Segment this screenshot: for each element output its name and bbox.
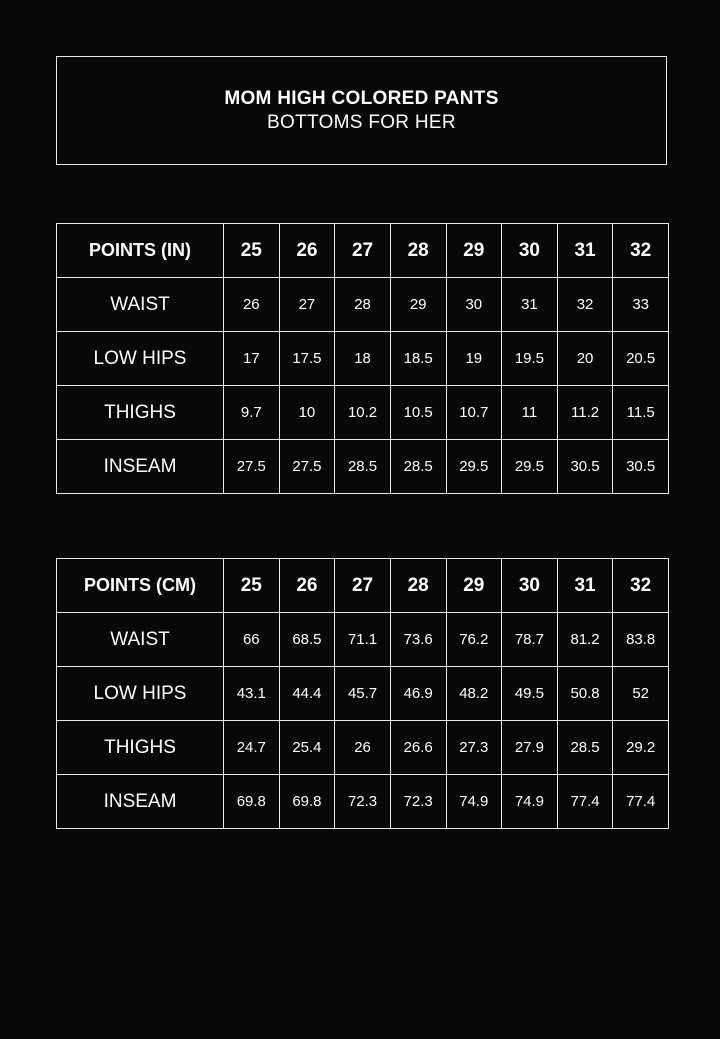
measurement-cell: 29.5 [502, 440, 558, 494]
measurement-cell: 50.8 [557, 667, 613, 721]
size-table-inches [56, 223, 669, 494]
size-header: 29 [446, 224, 502, 278]
measurement-cell: 27.5 [279, 440, 335, 494]
measurement-cell: 30.5 [613, 440, 669, 494]
measurement-cell: 17 [224, 332, 280, 386]
row-label: INSEAM [57, 775, 224, 829]
size-header: 27 [335, 559, 391, 613]
measurement-cell: 29.5 [446, 440, 502, 494]
measurement-cell: 31 [502, 278, 558, 332]
size-header: 31 [557, 559, 613, 613]
table-row [57, 613, 669, 667]
size-header: 25 [224, 224, 280, 278]
measurement-cell: 25.4 [279, 721, 335, 775]
measurement-cell: 29 [390, 278, 446, 332]
row-label: INSEAM [57, 440, 224, 494]
row-label: THIGHS [57, 386, 224, 440]
header-row [57, 559, 669, 613]
table-row [57, 386, 669, 440]
measurement-cell: 18.5 [390, 332, 446, 386]
measurement-cell: 72.3 [390, 775, 446, 829]
measurement-cell: 11.2 [557, 386, 613, 440]
measurement-cell: 29.2 [613, 721, 669, 775]
measurement-cell: 72.3 [335, 775, 391, 829]
measurement-cell: 78.7 [502, 613, 558, 667]
size-header: 26 [279, 559, 335, 613]
measurement-cell: 28.5 [557, 721, 613, 775]
page-subtitle: BOTTOMS FOR HER [267, 111, 456, 133]
measurement-cell: 10.7 [446, 386, 502, 440]
table-row [57, 775, 669, 829]
table-row [57, 278, 669, 332]
measurement-cell: 69.8 [224, 775, 280, 829]
measurement-cell: 19.5 [502, 332, 558, 386]
row-label: LOW HIPS [57, 332, 224, 386]
size-header: 28 [390, 224, 446, 278]
measurement-cell: 27.3 [446, 721, 502, 775]
measurement-cell: 10.5 [390, 386, 446, 440]
measurement-cell: 74.9 [502, 775, 558, 829]
measurement-cell: 11.5 [613, 386, 669, 440]
measurement-cell: 46.9 [390, 667, 446, 721]
measurement-cell: 11 [502, 386, 558, 440]
measurement-cell: 44.4 [279, 667, 335, 721]
points-header: POINTS (IN) [57, 224, 224, 278]
measurement-cell: 28 [335, 278, 391, 332]
measurement-cell: 66 [224, 613, 280, 667]
table-row [57, 721, 669, 775]
measurement-cell: 19 [446, 332, 502, 386]
header-row [57, 224, 669, 278]
row-label: WAIST [57, 278, 224, 332]
measurement-cell: 30 [446, 278, 502, 332]
measurement-cell: 28.5 [335, 440, 391, 494]
measurement-cell: 83.8 [613, 613, 669, 667]
measurement-cell: 32 [557, 278, 613, 332]
measurement-cell: 20 [557, 332, 613, 386]
measurement-cell: 52 [613, 667, 669, 721]
size-header: 30 [502, 224, 558, 278]
measurement-cell: 74.9 [446, 775, 502, 829]
title-box [56, 56, 667, 165]
measurement-cell: 77.4 [613, 775, 669, 829]
measurement-cell: 68.5 [279, 613, 335, 667]
size-header: 28 [390, 559, 446, 613]
measurement-cell: 26 [335, 721, 391, 775]
size-header: 29 [446, 559, 502, 613]
measurement-cell: 26 [224, 278, 280, 332]
measurement-cell: 10.2 [335, 386, 391, 440]
measurement-cell: 20.5 [613, 332, 669, 386]
measurement-cell: 45.7 [335, 667, 391, 721]
measurement-cell: 18 [335, 332, 391, 386]
measurement-cell: 30.5 [557, 440, 613, 494]
table-row [57, 440, 669, 494]
table-row [57, 332, 669, 386]
size-header: 26 [279, 224, 335, 278]
row-label: LOW HIPS [57, 667, 224, 721]
table-row [57, 667, 669, 721]
size-header: 30 [502, 559, 558, 613]
measurement-cell: 43.1 [224, 667, 280, 721]
size-header: 32 [613, 559, 669, 613]
points-header: POINTS (CM) [57, 559, 224, 613]
measurement-cell: 81.2 [557, 613, 613, 667]
measurement-cell: 33 [613, 278, 669, 332]
size-header: 27 [335, 224, 391, 278]
measurement-cell: 26.6 [390, 721, 446, 775]
measurement-cell: 27.9 [502, 721, 558, 775]
size-header: 25 [224, 559, 280, 613]
measurement-cell: 76.2 [446, 613, 502, 667]
measurement-cell: 10 [279, 386, 335, 440]
measurement-cell: 27 [279, 278, 335, 332]
measurement-cell: 49.5 [502, 667, 558, 721]
measurement-cell: 69.8 [279, 775, 335, 829]
size-header: 32 [613, 224, 669, 278]
page-title: MOM HIGH COLORED PANTS [224, 87, 499, 109]
measurement-cell: 73.6 [390, 613, 446, 667]
row-label: WAIST [57, 613, 224, 667]
measurement-cell: 77.4 [557, 775, 613, 829]
measurement-cell: 48.2 [446, 667, 502, 721]
measurement-cell: 17.5 [279, 332, 335, 386]
row-label: THIGHS [57, 721, 224, 775]
size-table-centimeters [56, 558, 669, 829]
measurement-cell: 27.5 [224, 440, 280, 494]
measurement-cell: 28.5 [390, 440, 446, 494]
measurement-cell: 9.7 [224, 386, 280, 440]
measurement-cell: 71.1 [335, 613, 391, 667]
size-header: 31 [557, 224, 613, 278]
measurement-cell: 24.7 [224, 721, 280, 775]
